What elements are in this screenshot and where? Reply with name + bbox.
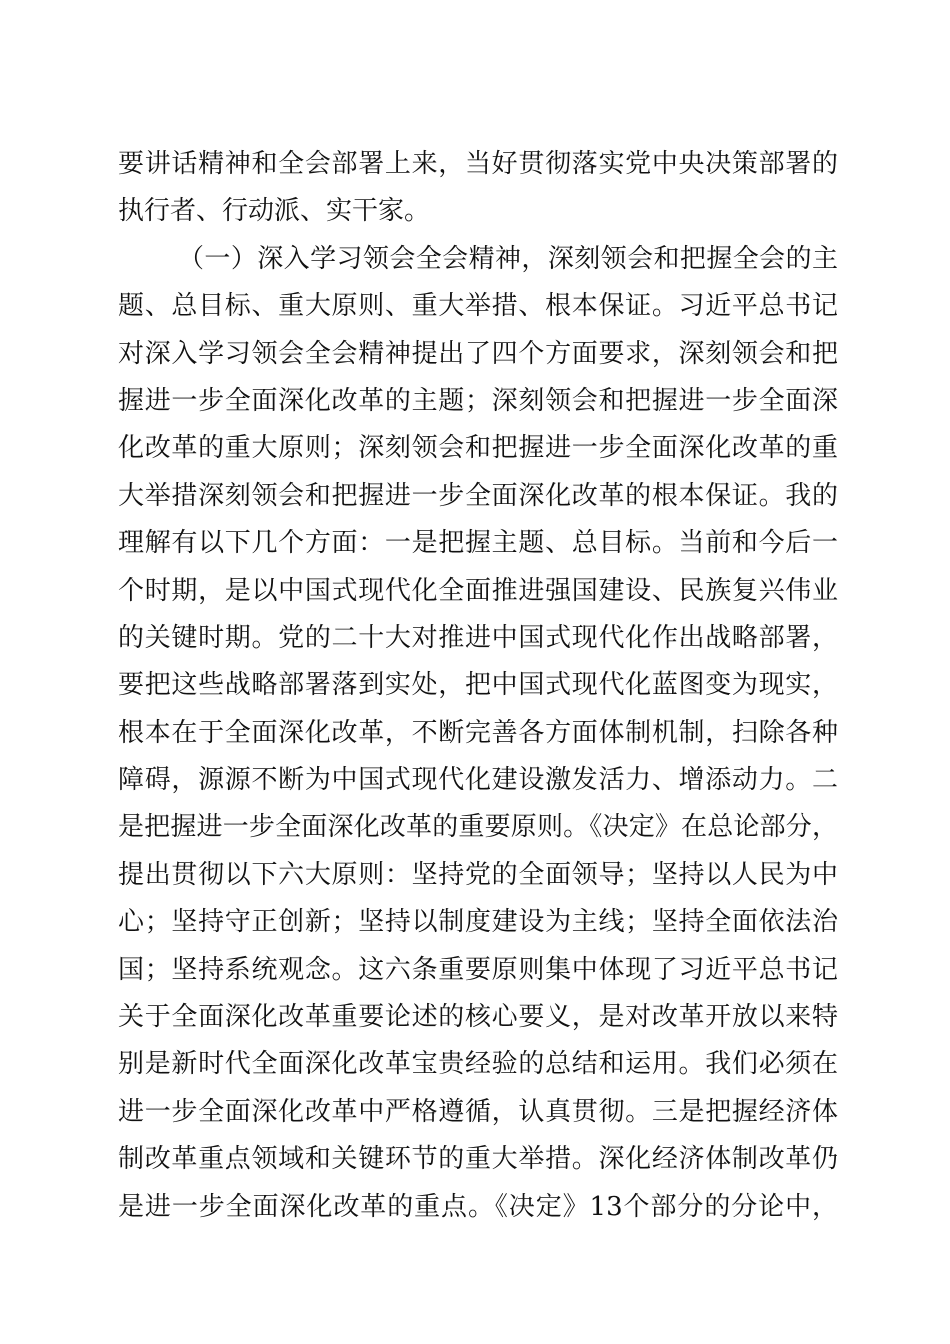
text-line: 国；坚持系统观念。这六条重要原则集中体现了习近平总书记 (118, 954, 838, 985)
text-line: 大举措深刻领会和把握进一步全面深化改革的根本保证。我的 (118, 480, 838, 511)
text-line: 关于全面深化改革重要论述的核心要义，是对改革开放以来特 (118, 1002, 838, 1033)
text-line: 理解有以下几个方面：一是把握主题、总目标。当前和今后一 (118, 528, 838, 559)
text-line: 化改革的重大原则；深刻领会和把握进一步全面深化改革的重 (118, 433, 838, 464)
text-line: 提出贯彻以下六大原则：坚持党的全面领导；坚持以人民为中 (118, 859, 838, 890)
text-line: 制改革重点领域和关键环节的重大举措。深化经济体制改革仍 (118, 1144, 838, 1175)
text-line: 障碍，源源不断为中国式现代化建设激发活力、增添动力。二 (118, 765, 838, 796)
paragraph-heading-line: （一）深入学习领会全会精神，深刻领会和把握全会的主 (178, 243, 838, 274)
text-line: 执行者、行动派、实干家。 (118, 196, 431, 227)
text-line: 进一步全面深化改革中严格遵循，认真贯彻。三是把握经济体 (118, 1096, 838, 1127)
text-line: 别是新时代全面深化改革宝贵经验的总结和运用。我们必须在 (118, 1049, 838, 1080)
text-line: 题、总目标、重大原则、重大举措、根本保证。习近平总书记 (118, 291, 838, 322)
text-line: 是把握进一步全面深化改革的重要原则。《决定》在总论部分， (118, 812, 838, 843)
text-line: 是进一步全面深化改革的重点。《决定》13个部分的分论中， (118, 1191, 838, 1222)
text-line: 要把这些战略部署落到实处，把中国式现代化蓝图变为现实， (118, 670, 838, 701)
text-line: 的关键时期。党的二十大对推进中国式现代化作出战略部署， (118, 622, 838, 653)
body-text (118, 141, 838, 1231)
text-line: 个时期，是以中国式现代化全面推进强国建设、民族复兴伟业 (118, 575, 838, 606)
text-line: 根本在于全面深化改革，不断完善各方面体制机制，扫除各种 (118, 717, 838, 748)
text-line: 心；坚持守正创新；坚持以制度建设为主线；坚持全面依法治 (118, 907, 838, 938)
text-line: 握进一步全面深化改革的主题；深刻领会和把握进一步全面深 (118, 385, 838, 416)
text-line: 对深入学习领会全会精神提出了四个方面要求，深刻领会和把 (118, 338, 838, 369)
text-line: 要讲话精神和全会部署上来，当好贯彻落实党中央决策部署的 (118, 149, 838, 179)
